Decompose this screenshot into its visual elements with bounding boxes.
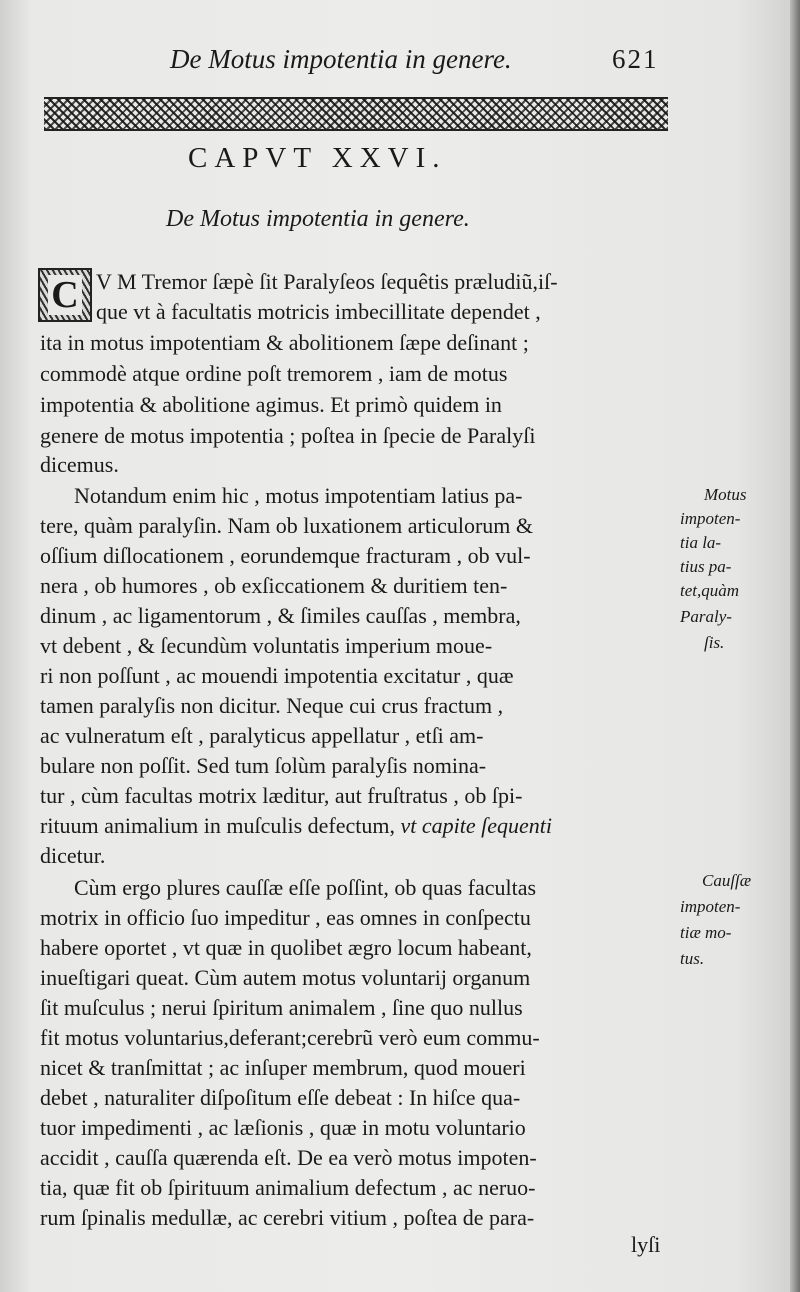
text-line: ac vulneratum eſt , paralyticus appellatur , etſi am- xyxy=(40,723,484,748)
chapter-title: De Motus impotentia in genere. xyxy=(166,206,470,232)
text-line: tuor impedimenti , ac læſionis , quæ in motu voluntario xyxy=(40,1115,526,1140)
text-line: que vt à facultatis motricis imbecillitate dependet , xyxy=(96,299,541,324)
text-line-part: rituum animalium in muſculis defectum, xyxy=(40,813,395,838)
text-line: tia, quæ fit ob ſpirituum animalium defectum , ac neruo- xyxy=(40,1175,536,1200)
text-line: Notandum enim hic , motus impotentiam latius pa- xyxy=(74,483,523,508)
text-line: bulare non poſſit. Sed tum ſolùm paralyſis nomina- xyxy=(40,753,487,778)
text-line: tere, quàm paralyſin. Nam ob luxationem articulorum & xyxy=(40,513,534,538)
margin-note-line: Paraly- xyxy=(680,607,732,626)
text-line: nicet & tranſmittat ; ac inſuper membrum, quod moueri xyxy=(40,1055,526,1080)
text-line: debet , naturaliter diſpoſitum eſſe debeat : In hiſce qua- xyxy=(40,1085,521,1110)
text-line: inueſtigari queat. Cùm autem motus voluntarij organum xyxy=(40,965,531,990)
page-edge-shadow xyxy=(790,0,800,1292)
text-line: ri non poſſunt , ac mouendi impotentia excitatur , quæ xyxy=(40,663,514,688)
margin-note-line: Cauſſæ xyxy=(702,871,752,890)
text-line: accidit , cauſſa quærenda eſt. De ea verò motus impoten- xyxy=(40,1145,537,1170)
margin-note-line: Motus xyxy=(704,485,747,504)
text-line: commodè atque ordine poſt tremorem , iam de motus xyxy=(40,361,508,386)
margin-note-line: tus. xyxy=(680,949,705,968)
margin-note-line: tius pa- xyxy=(680,557,732,576)
text-line: dinum , ac ligamentorum , & ſimiles cauſſas , membra, xyxy=(40,603,521,628)
text-line: V M Tremor ſæpè ſit Paralyſeos ſequêtis præludiũ,iſ- xyxy=(96,269,558,294)
catchword: lyſi xyxy=(631,1232,661,1257)
margin-note-line: tia la- xyxy=(680,533,722,552)
text-line: oſſium diſlocationem , eorundemque fracturam , ob vul- xyxy=(40,543,531,568)
text-line: tamen paralyſis non dicitur. Neque cui crus fractum , xyxy=(40,693,504,718)
text-line: rum ſpinalis medullæ, ac cerebri vitium , poſtea de para- xyxy=(40,1205,535,1230)
ornamental-border xyxy=(44,97,668,131)
text-line: fit motus voluntarius,deferant;cerebrũ verò eum commu- xyxy=(40,1025,540,1050)
text-line: genere de motus impotentia ; poſtea in ſpecie de Paralyſi xyxy=(40,423,536,448)
margin-note-line: tet,quàm xyxy=(680,581,740,600)
margin-note-line: tiæ mo- xyxy=(680,923,732,942)
text-line: vt debent , & ſecundùm voluntatis imperium moue- xyxy=(40,633,493,658)
text-line: motrix in officio ſuo impeditur , eas omnes in conſpectu xyxy=(40,905,531,930)
margin-note-line: impoten- xyxy=(680,897,741,916)
chapter-heading: CAPVT XXVI. xyxy=(188,142,447,174)
drop-cap xyxy=(38,268,92,322)
drop-cap-letter: C xyxy=(48,275,81,315)
margin-note-line: ſis. xyxy=(704,633,725,652)
text-line: ſit muſculus ; nerui ſpiritum animalem , ſine quo nullus xyxy=(40,995,523,1020)
text-line: dicetur. xyxy=(40,843,106,868)
margin-note-line: impoten- xyxy=(680,509,741,528)
text-line: habere oportet , vt quæ in quolibet ægro locum habeant, xyxy=(40,935,532,960)
page-number: 621 xyxy=(612,44,659,74)
text-line xyxy=(40,812,552,840)
running-head: De Motus impotentia in genere. xyxy=(170,44,512,74)
text-line: ita in motus impotentiam & abolitionem ſæpe deſinant ; xyxy=(40,330,529,355)
text-line: nera , ob humores , ob exſiccationem & duritiem ten- xyxy=(40,573,508,598)
text-line: tur , cùm facultas motrix læditur, aut fruſtratus , ob ſpi- xyxy=(40,783,523,808)
text-line: Cùm ergo plures cauſſæ eſſe poſſint, ob quas facultas xyxy=(74,875,537,900)
text-line: dicemus. xyxy=(40,452,119,477)
italic-reference: vt capite ſequenti xyxy=(400,813,552,838)
text-line: impotentia & abolitione agimus. Et primò quidem in xyxy=(40,392,502,417)
